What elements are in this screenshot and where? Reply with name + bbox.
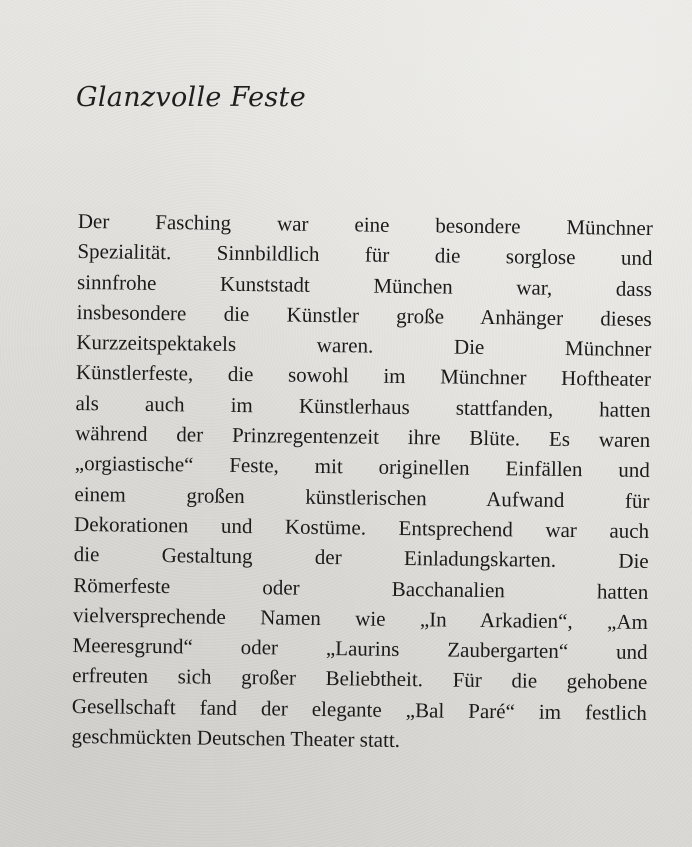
text-line: Gesellschaft fand der elegante „Bal Paré“ im festlich bbox=[71, 693, 647, 725]
text-line: einem großen künstlerischen Aufwand für bbox=[74, 481, 650, 513]
page-title: Glanzvolle Feste bbox=[76, 82, 306, 113]
text-line: Meeresgrund“ oder „Laurins Zaubergarten“ und bbox=[72, 633, 648, 665]
text-line: Spezialität. Sinnbildlich für die sorglose und bbox=[77, 239, 653, 271]
body-text bbox=[71, 206, 653, 758]
text-line: insbesondere die Künstler große Anhänger dieses bbox=[76, 299, 652, 331]
text-line: Kurzzeitspektakels waren. Die Münchner bbox=[76, 330, 652, 362]
text-line: Römerfeste oder Bacchanalien hatten bbox=[73, 572, 649, 604]
text-line: erfreuten sich großer Beliebtheit. Für die gehobene bbox=[72, 663, 648, 695]
text-line: sinnfrohe Kunststadt München war, dass bbox=[76, 269, 653, 301]
text-line: als auch im Künstlerhaus stattfanden, hatten bbox=[75, 390, 651, 422]
text-line: während der Prinzregentenzeit ihre Blüte. Es waren bbox=[75, 421, 651, 453]
text-line: Künstlerfeste, die sowohl im Münchner Hoftheater bbox=[75, 360, 652, 392]
text-line: Der Fasching war eine besondere Münchner bbox=[77, 208, 653, 241]
text-line: vielversprechende Namen wie „In Arkadien“, „Am bbox=[72, 602, 649, 634]
text-line: die Gestaltung der Einladungskarten. Die bbox=[73, 542, 649, 574]
text-line: Dekorationen und Kostüme. Entsprechend war auch bbox=[73, 511, 650, 543]
text-line: geschmückten Deutschen Theater statt. bbox=[71, 724, 401, 753]
text-line: „orgiastische“ Feste, mit originellen Einfällen und bbox=[74, 451, 650, 483]
